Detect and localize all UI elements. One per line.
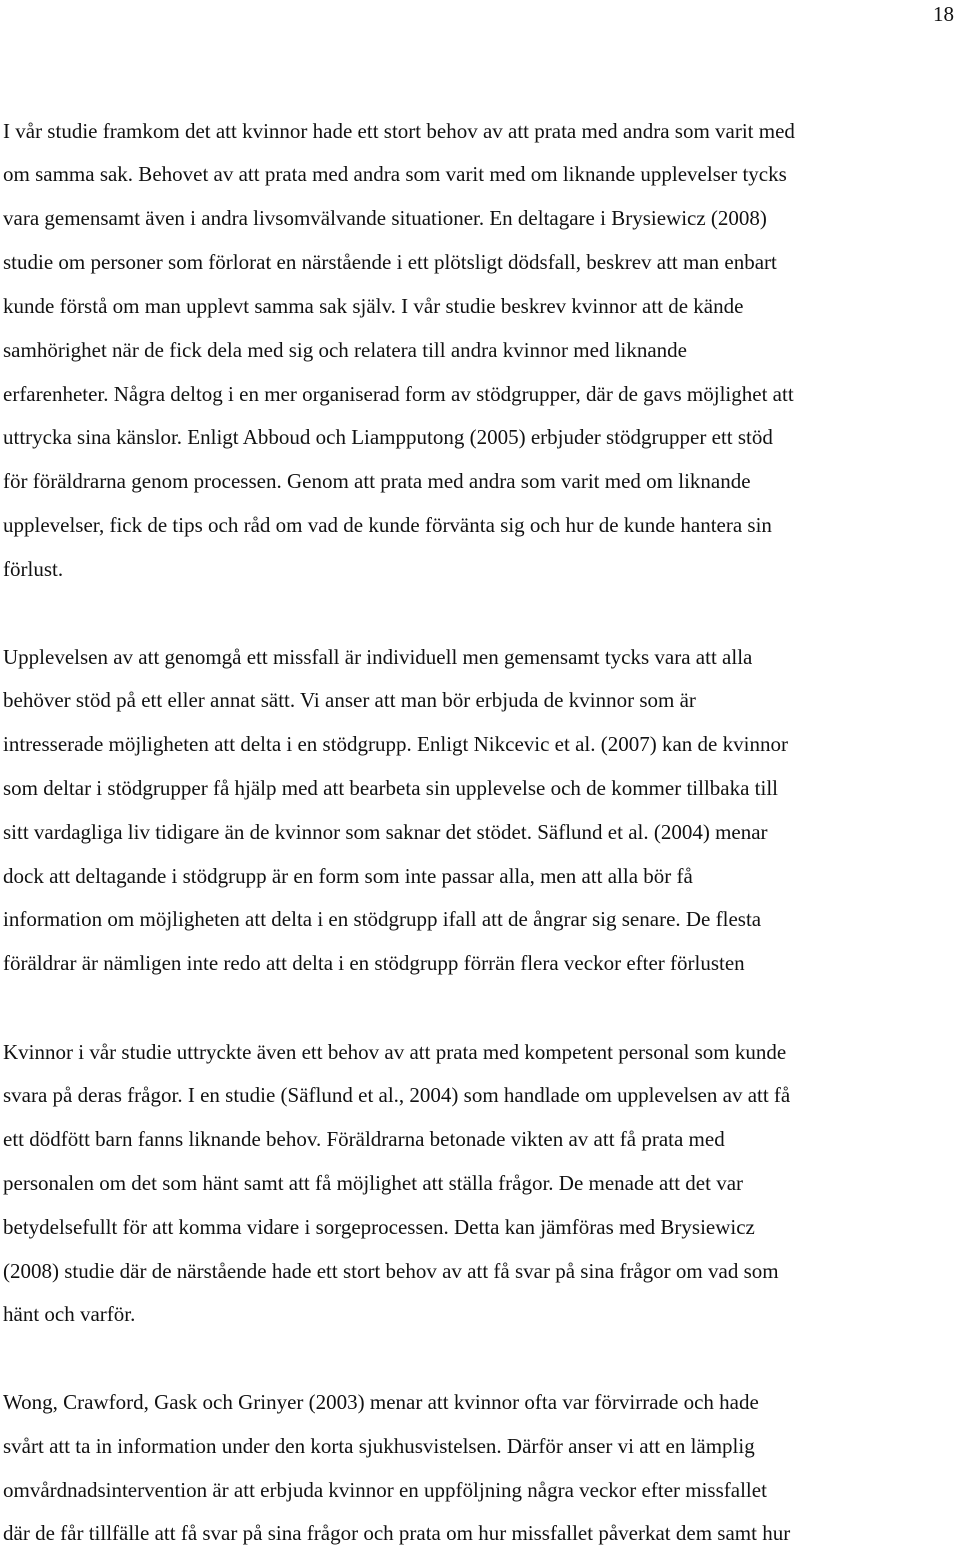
text-line: förlust.	[3, 557, 64, 581]
text-line: Wong, Crawford, Gask och Grinyer (2003) menar att kvinnor ofta var förvirrade och hade	[3, 1390, 759, 1414]
text-line: dock att deltagande i stödgrupp är en form som inte passar alla, men att alla bör få	[3, 864, 693, 888]
text-line: om samma sak. Behovet av att prata med andra som varit med om liknande upplevelser tycks	[3, 162, 787, 186]
text-line: personalen om det som hänt samt att få möjlighet att ställa frågor. De menade att det var	[3, 1171, 744, 1195]
text-line: där de får tillfälle att få svar på sina frågor och prata om hur missfallet påverkat dem samt hur	[3, 1521, 791, 1545]
text-line: för föräldrarna genom processen. Genom att prata med andra som varit med om liknande	[3, 469, 751, 493]
text-line: föräldrar är nämligen inte redo att delta i en stödgrupp förrän flera veckor efter förlusten	[3, 951, 745, 975]
text-line: behöver stöd på ett eller annat sätt. Vi anser att man bör erbjuda de kvinnor som är	[3, 688, 696, 712]
text-line: uttrycka sina känslor. Enligt Abboud och Liampputong (2005) erbjuder stödgrupper ett stöd	[3, 425, 773, 449]
text-line: studie om personer som förlorat en närstående i ett plötsligt dödsfall, beskrev att man enbart	[3, 250, 777, 274]
text-line: som deltar i stödgrupper få hjälp med att bearbeta sin upplevelse och de kommer tillbaka till	[3, 776, 779, 800]
text-line: betydelsefullt för att komma vidare i sorgeprocessen. Detta kan jämföras med Brysiewicz	[3, 1215, 755, 1239]
text-line: I vår studie framkom det att kvinnor hade ett stort behov av att prata med andra som varit med	[3, 119, 795, 143]
text-line: vara gemensamt även i andra livsomvälvande situationer. En deltagare i Brysiewicz (2008)	[3, 206, 767, 230]
page-number: 18	[933, 2, 954, 26]
text-line: hänt och varför.	[3, 1302, 136, 1326]
text-line: ett dödfött barn fanns liknande behov. Föräldrarna betonade vikten av att få prata med	[3, 1127, 725, 1151]
text-line: samhörighet när de fick dela med sig och relatera till andra kvinnor med liknande	[3, 338, 688, 362]
text-line: sitt vardagliga liv tidigare än de kvinnor som saknar det stödet. Säflund et al. (2004) menar	[3, 820, 768, 844]
text-line: svara på deras frågor. I en studie (Säflund et al., 2004) som handlade om upplevelsen av att få	[3, 1083, 791, 1107]
text-line: erfarenheter. Några deltog i en mer organiserad form av stödgrupper, där de gavs möjlighet att	[3, 382, 794, 406]
text-line: Kvinnor i vår studie uttryckte även ett behov av att prata med kompetent personal som kunde	[3, 1040, 787, 1064]
text-line: kunde förstå om man upplevt samma sak själv. I vår studie beskrev kvinnor att de kände	[3, 294, 744, 318]
text-line: (2008) studie där de närstående hade ett stort behov av att få svar på sina frågor om vad som	[3, 1259, 779, 1283]
text-line: omvårdnadsintervention är att erbjuda kvinnor en uppföljning några veckor efter missfallet	[3, 1478, 767, 1502]
text-line: intresserade möjligheten att delta i en stödgrupp. Enligt Nikcevic et al. (2007) kan de kvinnor	[3, 732, 788, 756]
text-line: Upplevelsen av att genomgå ett missfall är individuell men gemensamt tycks vara att alla	[3, 645, 753, 669]
text-line: svårt att ta in information under den korta sjukhusvistelsen. Därför anser vi att en lämplig	[3, 1434, 755, 1458]
text-line: information om möjligheten att delta i en stödgrupp ifall att de ångrar sig senare. De flesta	[3, 907, 762, 931]
text-line: upplevelser, fick de tips och råd om vad de kunde förvänta sig och hur de kunde hantera sin	[3, 513, 772, 537]
